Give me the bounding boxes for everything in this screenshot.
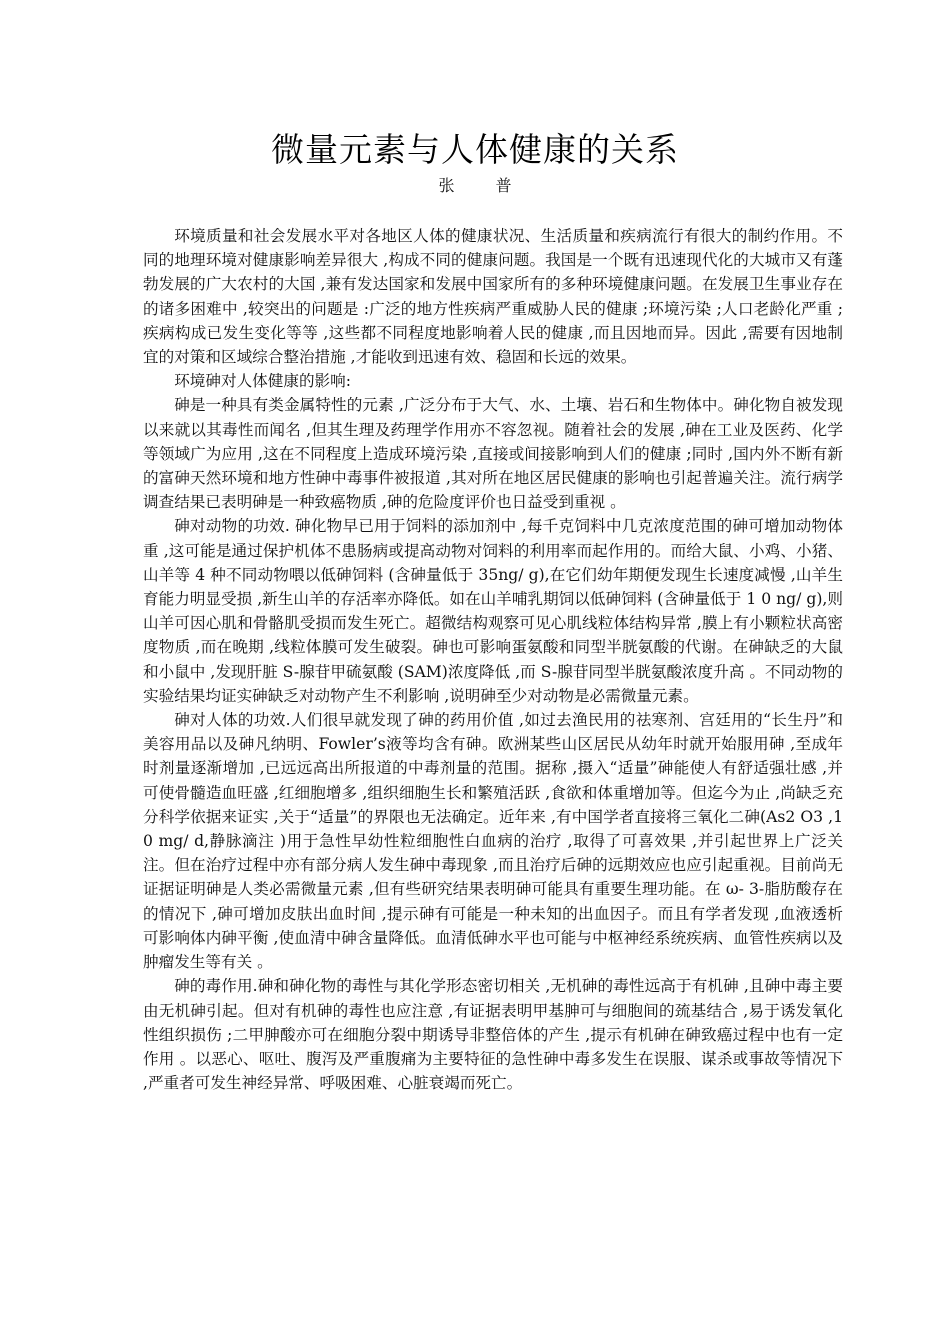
paragraph-arsenic-humans: 砷对人体的功效.人们很早就发现了砷的药用价值 ,如过去渔民用的祛寒剂、宫廷用的“长生丹”和美容用品以及砷凡纳明、Fowler’s液等均含有砷。欧洲某些山区居民从幼年时就开始服用砷 ,至成年时剂量逐渐增加 ,已远远高出所报道的中毒剂量的范围。据称 ,摄入“适量”砷能使人有舒适强壮感 ,并可使骨髓造血旺盛 ,红细胞增多 ,组织细胞生长和繁殖活跃 ,食欲和体重增加等。但迄今为止 ,尚缺乏充分科学依据来证实 ,关于“适量”的界限也无法确定。近年来 ,有中国学者直接将三氧化二砷(As2 O3 ,1 0 mg/ d,静脉滴注 )用于急性早幼性粒细胞性白血病的治疗 ,取得了可喜效果 ,并引起世界上广泛关注。但在治疗过程中亦有部分病人发生砷中毒现象 ,而且治疗后砷的远期效应也应引起重视。目前尚无证据证明砷是人类必需微量元素 ,但有些研究结果表明砷可能具有重要生理功能。在 ω- 3-脂肪酸存在的情况下 ,砷可增加皮肤出血时间 ,提示砷有可能是一种未知的出血因子。而且有学者发现 ,血液透析可影响体内砷平衡 ,使血清中砷含量降低。血清低砷水平也可能与中枢神经系统疾病、血管性疾病以及肿瘤发生等有关 。 [143, 711, 843, 972]
document-title: 微量元素与人体健康的关系 [271, 130, 679, 169]
paragraph-arsenic-overview: 砷是一种具有类金属特性的元素 ,广泛分布于大气、水、土壤、岩石和生物体中。砷化物自被发现以来就以其毒性而闻名 ,但其生理及药理学作用亦不容忽视。随着社会的发展 ,砷在工业及医药、化学等领域广为应用 ,这在不同程度上造成环境污染 ,直接或间接影响到人们的健康 ;同时 ,国内外不断有新的富砷天然环境和地方性砷中毒事件被报道 ,其对所在地区居民健康的影响也引起普遍关注。流行病学调查结果已表明砷是一种致癌物质 ,砷的危险度评价也日益受到重视 。 [143, 396, 843, 512]
paragraph-intro: 环境质量和社会发展水平对各地区人体的健康状况、生活质量和疾病流行有很大的制约作用。不同的地理环境对健康影响差异很大 ,构成不同的健康问题。我国是一个既有迅速现代化的大城市又有蓬勃发展的广大农村的大国 ,兼有发达国家和发展中国家所有的多种环境健康问题。在发展卫生事业存在的诸多困难中 ,较突出的问题是 :广泛的地方性疾病严重威胁人民的健康 ;环境污染 ;人口老龄化严重 ;疾病构成已发生变化等等 ,这些都不同程度地影响着人民的健康 ,而且因地而异。因此 ,需要有因地制宜的对策和区域综合整治措施 ,才能收到迅速有效、稳固和长远的效果。 [143, 227, 843, 367]
document-author: 张 普 [438, 176, 530, 195]
document-body [143, 224, 843, 1095]
paragraph-section-heading: 环境砷对人体健康的影响: [174, 372, 351, 391]
paragraph-arsenic-animals: 砷对动物的功效. 砷化物早已用于饲料的添加剂中 ,每千克饲料中几克浓度范围的砷可增加动物体重 ,这可能是通过保护机体不患肠病或提高动物对饲料的利用率而起作用的。而给大鼠、小鸡、小猪、山羊等 4 种不同动物喂以低砷饲料 (含砷量低于 35ng/ g),在它们幼年期便发现生长速度减慢 ,山羊生育能力明显受损 ,新生山羊的存活率亦降低。如在山羊哺乳期饲以低砷饲料 (含砷量低于 1 0 ng/ g),则山羊可因心肌和骨骼肌受损而发生死亡。超微结构观察可见心肌线粒体结构异常 ,膜上有小颗粒状高密度物质 ,而在晚期 ,线粒体膜可发生破裂。砷也可影响蛋氨酸和同型半胱氨酸的代谢。在砷缺乏的大鼠和小鼠中 ,发现肝脏 S-腺苷甲硫氨酸 (SAM)浓度降低 ,而 S-腺苷同型半胱氨酸浓度升高 。不同动物的实验结果均证实砷缺乏对动物产生不利影响 ,说明砷至少对动物是必需微量元素。 [143, 517, 843, 705]
paragraph-arsenic-toxicity: 砷的毒作用.砷和砷化物的毒性与其化学形态密切相关 ,无机砷的毒性远高于有机砷 ,且砷中毒主要由无机砷引起。但对有机砷的毒性也应注意 ,有证据表明甲基胂可与细胞间的巯基结合 ,易于诱发氧化性组织损伤 ;二甲胂酸亦可在细胞分裂中期诱导非整倍体的产生 ,提示有机砷在砷致癌过程中也有一定作用 。以恶心、呕吐、腹泻及严重腹痛为主要特征的急性砷中毒多发生在误服、谋杀或事故等情况下 ,严重者可发生神经异常、呼吸困难、心脏衰竭而死亡。 [143, 977, 843, 1093]
